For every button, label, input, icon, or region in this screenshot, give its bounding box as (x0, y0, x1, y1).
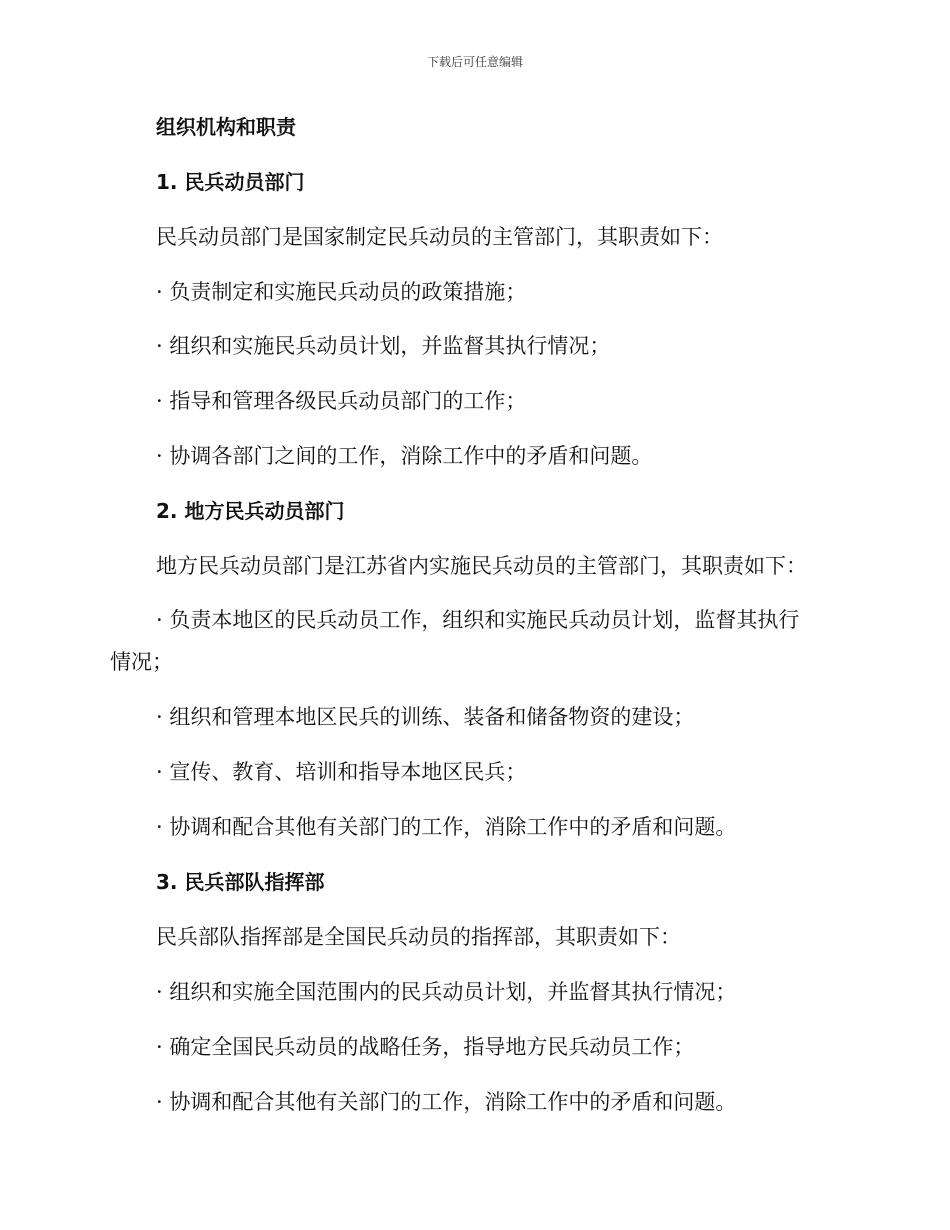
section-1-bullet: · 指导和管理各级民兵动员部门的工作； (156, 389, 527, 413)
section-2-bullet: · 协调和配合其他有关部门的工作，消除工作中的矛盾和问题。 (156, 815, 737, 839)
page-header-note: 下载后可任意编辑 (426, 55, 523, 69)
section-2-bullet: · 组织和管理本地区民兵的训练、装备和储备物资的建设； (156, 705, 695, 729)
section-3-bullet: · 确定全国民兵动员的战略任务，指导地方民兵动员工作； (156, 1035, 695, 1059)
document-title: 组织机构和职责 (156, 115, 296, 139)
section-1-bullet: · 组织和实施民兵动员计划，并监督其执行情况； (156, 334, 611, 358)
section-2-bullet-continuation: 情况； (110, 650, 173, 674)
section-3-bullet: · 组织和实施全国范围内的民兵动员计划，并监督其执行情况； (156, 980, 737, 1004)
section-3-heading: 3. 民兵部队指挥部 (156, 870, 325, 894)
section-2-bullet: · 负责本地区的民兵动员工作，组织和实施民兵动员计划，监督其执行 (156, 608, 800, 632)
section-3-intro: 民兵部队指挥部是全国民兵动员的指挥部，其职责如下： (156, 925, 681, 949)
section-2-heading: 2. 地方民兵动员部门 (156, 499, 345, 523)
section-1-heading: 1. 民兵动员部门 (156, 170, 305, 194)
section-1-intro: 民兵动员部门是国家制定民兵动员的主管部门，其职责如下： (156, 225, 723, 249)
section-3-bullet: · 协调和配合其他有关部门的工作，消除工作中的矛盾和问题。 (156, 1090, 737, 1114)
section-2-intro: 地方民兵动员部门是江苏省内实施民兵动员的主管部门，其职责如下： (156, 554, 807, 578)
section-1-bullet: · 协调各部门之间的工作，消除工作中的矛盾和问题。 (156, 444, 653, 468)
section-2-bullet: · 宣传、教育、培训和指导本地区民兵； (156, 760, 527, 784)
section-1-bullet: · 负责制定和实施民兵动员的政策措施； (156, 280, 527, 304)
